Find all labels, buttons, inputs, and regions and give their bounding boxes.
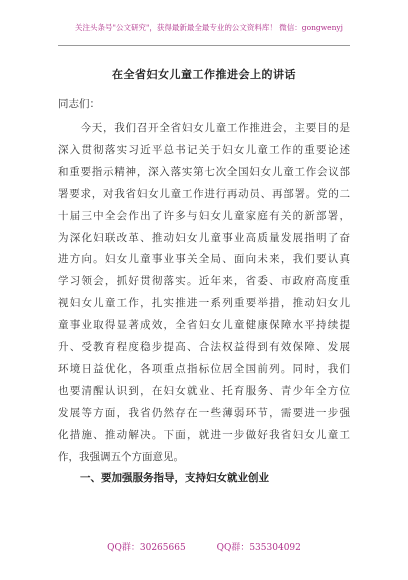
paragraph-line: 发展等方面，我省仍然存在一些薄弱环节，需要进一步强 <box>58 406 350 419</box>
paragraph-line: 学习领会，抓好贯彻落实。近年来，省委、市政府高度重 <box>58 275 350 288</box>
section-heading: 一、要加强服务指导，支持妇女就业创业 <box>80 472 269 484</box>
paragraph-line: 署要求，对我省妇女儿童工作进行再动员、再部署。党的二 <box>58 187 350 200</box>
paragraph-line: 化措施、推动解决。下面，就进一步做好我省妇女儿童工 <box>58 428 350 441</box>
footer <box>0 540 408 553</box>
salutation: 同志们： <box>58 98 100 110</box>
body-paragraph <box>58 118 350 469</box>
header-divider <box>58 45 350 46</box>
paragraph-line: 今天，我们召开全省妇女儿童工作推进会，主要目的是 <box>58 122 350 134</box>
paragraph-line: 作，我强调五个方面意见。 <box>58 450 184 463</box>
paragraph-line: 也要清醒认识到，在妇女就业、托育服务、青少年全方位 <box>58 384 350 397</box>
header-note: 关注头条号"公文研究"，获得最新最全最专业的公文资料库！ 微信：gongwenyj <box>75 23 343 32</box>
paragraph-line: 为深化妇联改革、推动妇女儿童事业高质量发展指明了奋 <box>58 231 350 244</box>
document-title: 在全省妇女儿童工作推进会上的讲话 <box>112 68 296 81</box>
paragraph-line: 童事业取得显著成效，全省妇女儿童健康保障水平持续提 <box>58 319 350 332</box>
paragraph-line: 升、受教育程度稳步提高、合法权益得到有效保障、发展 <box>58 341 350 354</box>
paragraph-line: 和重要指示精神，深入落实第七次全国妇女儿童工作会议部 <box>58 165 350 178</box>
paragraph-line: 深入贯彻落实习近平总书记关于妇女儿童工作的重要论述 <box>58 143 350 156</box>
footer-qq-group-2: QQ群：535304092 <box>216 543 301 553</box>
footer-qq-group-1: QQ群：30265665 <box>107 543 186 553</box>
paragraph-line: 环境日益优化，各项重点指标位居全国前列。同时，我们 <box>58 362 350 375</box>
paragraph-line: 十届三中全会作出了许多与妇女儿童家庭有关的新部署， <box>58 209 350 222</box>
paragraph-line: 进方向。妇女儿童事业事关全局、面向未来，我们要认真 <box>58 253 350 266</box>
paragraph-line: 视妇女儿童工作，扎实推进一系列重要举措，推动妇女儿 <box>58 297 350 310</box>
